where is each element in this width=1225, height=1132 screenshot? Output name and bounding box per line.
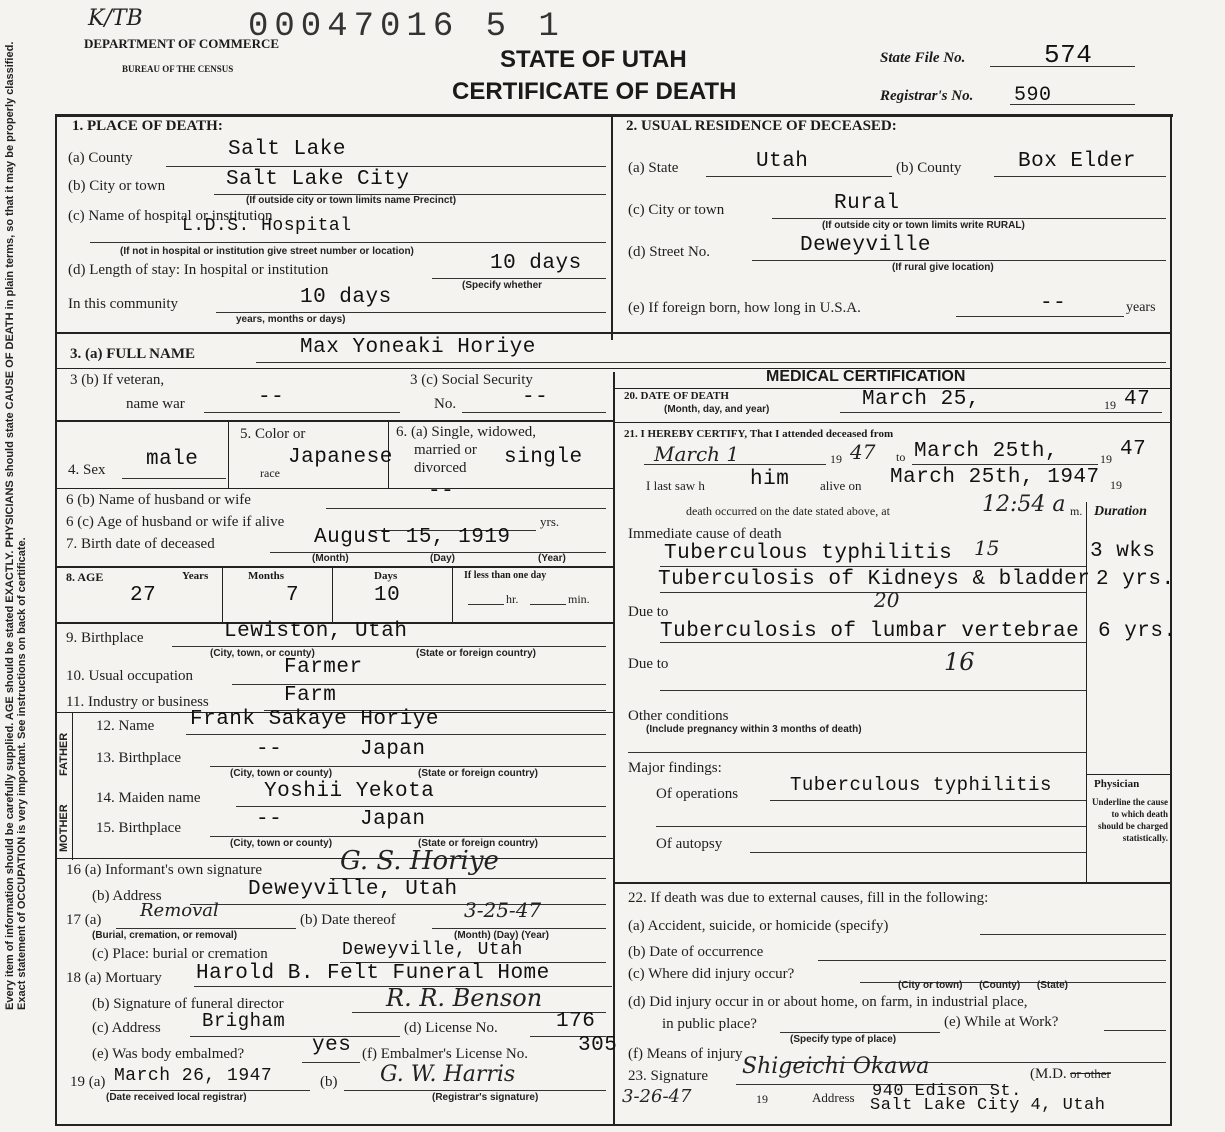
informant-address-line [190,904,606,905]
res-city-line [772,218,1166,219]
bureau-label: BUREAU OF THE CENSUS [122,64,234,74]
mort-address: Brigham [202,1010,286,1032]
father-bp-local: -- [256,738,283,761]
race-label: race [260,466,280,480]
death-time: 12:54 a [982,492,1066,517]
h-div-parents-bottom [55,858,613,859]
birthplace-label: 9. Birthplace [66,630,144,646]
mother-bp-note1: (City, town or county) [230,838,333,849]
external-b-label: (b) Date of occurrence [628,944,764,960]
due-to-label-2: Due to [628,656,669,672]
physician-date-prefix: 19 [756,1092,768,1106]
father-side-label: FATHER [58,732,70,776]
hospital-value: L.D.S. Hospital [182,216,352,236]
years-note: years, months or days) [236,314,346,325]
embalmed-line [302,1062,360,1063]
h-div-age [55,566,613,568]
last-saw-label: I last saw h [646,478,705,493]
immediate-label: Immediate cause of death [628,526,782,542]
birthplace-note2: (State or foreign country) [416,648,537,659]
physician-address-1: 940 Edison St. [872,1082,1022,1101]
res-state-label: (a) State [628,160,679,176]
full-name-value: Max Yoneaki Horiye [300,336,536,359]
embalmer-label: (f) Embalmer's License No. [362,1046,528,1062]
age-years-col: Years [182,570,209,582]
place-of-death-heading: 1. PLACE OF DEATH: [72,118,223,134]
mother-side-label: MOTHER [58,804,70,852]
full-name-label: 3. (a) FULL NAME [70,346,195,362]
maiden-label: 14. Maiden name [96,790,201,806]
last-saw-value: him [750,468,790,491]
burial-line [116,928,296,929]
v-div-sex [228,422,229,488]
cause2-code: 20 [874,588,900,612]
h-div-21 [613,422,1172,423]
director-signature: R. R. Benson [386,984,543,1012]
birth-day-label: (Day) [430,553,456,564]
from-date: March 1 [654,442,740,466]
registrar-sig-line [344,1090,606,1091]
medical-heading: MEDICAL CERTIFICATION [766,368,966,385]
res-county-value: Box Elder [1018,150,1136,173]
received-label: 19 (a) [70,1074,106,1090]
to-year: 47 [1120,438,1147,461]
registrar-sig-label: (b) [320,1074,338,1090]
cause3: Tuberculosis of lumbar vertebrae [660,620,1080,643]
physician-address-label: Address [812,1090,855,1105]
cause3-code: 16 [944,648,975,676]
ss-line [462,412,606,413]
frame-left [55,114,57,1126]
h-div-1 [55,332,1172,334]
age-months-col: Months [248,570,285,582]
autopsy-line [750,852,1086,853]
birth-year-label: (Year) [538,553,566,564]
to-year-prefix: 19 [1100,452,1112,466]
external-d-label2: in public place? [662,1016,757,1032]
res-city-label: (c) City or town [628,202,725,218]
embalmer-value: 305 [578,1034,618,1057]
v-div-age2 [332,566,333,622]
received-note: (Date received local registrar) [106,1092,247,1103]
burial-place: Deweyville, Utah [342,940,523,960]
color-label: 5. Color or [240,426,306,442]
operations-label: Of operations [656,786,739,802]
marital-value: single [504,446,583,469]
physician-date: 3-26-47 [622,1086,692,1107]
cause2-line [660,592,1086,593]
informant-sig-label: 16 (a) Informant's own signature [66,862,262,878]
community-label: In this community [68,296,178,312]
signature-label: 23. Signature [628,1068,708,1084]
burial-note: (Burial, cremation, or removal) [92,930,238,941]
res-county-line [994,176,1166,177]
physician-address-2: Salt Lake City 4, Utah [870,1096,1106,1115]
to-date: March 25th, [914,440,1059,463]
received-date: March 26, 1947 [114,1066,273,1086]
md-label: (M.D. [1030,1066,1067,1082]
cause2: Tuberculosis of Kidneys & bladder [658,568,1091,591]
age-years: 27 [130,584,157,607]
res-street-value: Deweyville [800,234,932,257]
birthplace-line [172,646,606,647]
frame-bottom [55,1124,1172,1126]
mort-address-label: (c) Address [92,1020,161,1036]
h-div-3 [55,488,613,489]
spouse-line [326,508,606,509]
father-label: 12. Name [96,718,155,734]
embalmed-value: yes [312,1034,352,1057]
veteran-line [204,412,400,413]
burial-date-label: (b) Date thereof [300,912,396,928]
hr-line [468,604,504,605]
operations-line-2 [656,826,1086,827]
father-bp-note2: (State or foreign country) [418,768,539,779]
birth-month-label: (Month) [312,553,349,564]
state-file-number: 574 [1044,40,1093,70]
res-foreign-line [956,316,1124,317]
county-value: Salt Lake [228,138,346,161]
occupation-label: 10. Usual occupation [66,668,194,684]
marital-label: 6. (a) Single, widowed, [396,424,536,440]
res-city-value: Rural [834,192,900,215]
yrs-label: yrs. [540,514,560,529]
sex-line [122,478,226,479]
cause1-line [660,566,1086,567]
informant-signature: G. S. Horiye [340,846,499,876]
external-c-label: (c) Where did injury occur? [628,966,795,982]
industry-label: 11. Industry or business [66,694,209,710]
h-div-2 [55,420,613,422]
autopsy-label: Of autopsy [656,836,723,852]
burial-place-label: (c) Place: burial or cremation [92,946,268,962]
external-e-label: (e) While at Work? [944,1014,1059,1030]
alive-label: alive on [820,478,862,493]
sex-value: male [146,448,199,471]
city-label: (b) City or town [68,178,166,194]
from-year-prefix: 19 [830,452,842,466]
birthplace-value: Lewiston, Utah [224,620,408,643]
physician-box-text: Underline the cause to which death should be charged statistically. [1092,797,1168,843]
external-d-note: (Specify type of place) [790,1034,897,1045]
birth-label: 7. Birth date of deceased [66,536,215,552]
informant-address: Deweyville, Utah [248,878,458,901]
sex-label: 4. Sex [68,462,106,478]
father-line [186,734,606,735]
burial-date: 3-25-47 [464,898,542,922]
mother-value: Yoshii Yekota [264,780,435,803]
res-street-line [752,260,1166,261]
age-label: 8. AGE [66,570,104,584]
city-note: (If outside city or town limits name Precinct) [246,195,457,206]
alive-year-prefix: 19 [1110,478,1122,492]
res-city-note: (If outside city or town limits write RURAL) [822,220,1025,231]
registrar-number: 590 [1014,84,1052,107]
res-foreign-value: -- [1040,292,1067,315]
marital-label2: married or [414,442,477,458]
frame-top [55,114,1173,117]
state-file-label: State File No. [880,50,966,66]
occupation-value: Farmer [284,656,363,679]
veteran-label: 3 (b) If veteran, [70,372,165,388]
license-label: (d) License No. [404,1020,498,1036]
mother-bp-note2: (State or foreign country) [418,838,539,849]
stay-label: (d) Length of stay: In hospital or institution [68,262,329,278]
age-days-col: Days [374,570,398,582]
res-years-label: years [1126,300,1156,315]
res-street-note: (If rural give location) [892,262,994,273]
external-heading: 22. If death was due to external causes, fill in the following: [628,890,989,906]
mort-address-line [190,1036,400,1037]
spouse-value: -- [428,480,455,503]
birthplace-note1: (City, town, or county) [210,648,315,659]
initials: K/TB [88,6,143,31]
external-d-label: (d) Did injury occur in or about home, on farm, in industrial place, [628,994,1028,1010]
due-to-2-line [660,690,1086,691]
v-div-duration [1086,502,1087,882]
to-line [912,464,1098,465]
spouse-label: 6 (b) Name of husband or wife [66,492,251,508]
res-county-label: (b) County [896,160,962,176]
mother-bp-label: 15. Birthplace [96,820,181,836]
residence-heading: 2. USUAL RESIDENCE OF DECEASED: [626,118,897,134]
from-year: 47 [850,440,876,464]
hospital-line [90,242,606,243]
mortuary-value: Harold B. Felt Funeral Home [196,962,550,985]
to-label: to [896,450,906,464]
marital-label3: divorced [414,460,467,476]
v-div-age1 [222,566,223,622]
burial-label: 17 (a) [66,912,102,928]
father-value: Frank Sakaye Horiye [190,708,439,731]
burial-value: Removal [140,900,219,921]
veteran-value: -- [258,386,285,409]
received-line [110,1090,310,1091]
ss-label2: No. [434,396,457,412]
v-div-parents [72,712,73,860]
external-d-line [780,1032,940,1033]
certificate-title: CERTIFICATE OF DEATH [452,78,737,105]
age-less-day-col: If less than one day [464,570,547,581]
specify-note: (Specify whether [462,280,543,291]
spouse-age-label: 6 (c) Age of husband or wife if alive [66,514,285,530]
h-div-physician [1086,774,1172,775]
external-a-line [980,934,1166,935]
registrar-signature: G. W. Harris [380,1062,516,1087]
stay-community-value: 10 days [300,286,392,309]
father-bp-label: 13. Birthplace [96,750,181,766]
other-note: (Include pregnancy within 3 months of death) [646,724,862,735]
burial-date-line [432,928,606,929]
race-value: Japanese [288,446,393,469]
margin-instructions: Every item of information should be carefully supplied. AGE should be stated EXACTLY. PHYSICIANS should state CAUSE OF DEATH in plain terms, so that it may be properly classified. Exact statement of OCCUPATION is very important. See instructions on back of certificate. [4,41,28,1010]
ss-label: 3 (c) Social Security [410,372,533,388]
v-div-age3 [452,566,453,622]
due-to-label-1: Due to [628,604,669,620]
operations-value: Tuberculous typhilitis [790,774,1052,796]
mother-bp-country: Japan [360,808,426,831]
maiden-line [236,806,606,807]
industry-value: Farm [284,684,337,707]
external-b-line [818,960,1166,961]
external-e-line [1104,1030,1166,1031]
county-label: (a) County [68,150,133,166]
dod-label: 20. DATE OF DEATH [624,390,729,402]
res-state-line [706,176,892,177]
min-label: min. [568,592,590,606]
community-line [216,312,606,313]
dod-year-prefix: 19 [1104,398,1116,412]
external-c-note: (City or town) (County) (State) [898,980,1068,991]
microfilm-number: 00047016 5 1 [248,8,565,46]
other-label: Other conditions [628,708,729,724]
dod-note: (Month, day, and year) [664,404,770,415]
mortuary-label: 18 (a) Mortuary [66,970,162,986]
hospital-note: (If not in hospital or institution give street number or location) [120,246,414,257]
full-name-line [256,362,1166,363]
h-div-22 [613,882,1172,884]
h-div-veteran [55,368,1172,369]
res-street-label: (d) Street No. [628,244,711,260]
father-bp-country: Japan [360,738,426,761]
dod-value: March 25, [862,388,980,411]
hospital-label: (c) Name of hospital or institution [68,208,273,224]
hr-label: hr. [506,592,519,606]
state-title: STATE OF UTAH [500,46,687,73]
dur3: 6 yrs. [1098,620,1177,643]
external-a-label: (a) Accident, suicide, or homicide (specify) [628,918,889,934]
mother-bp-line [210,836,606,837]
physician-signature: Shigeichi Okawa [742,1054,930,1079]
stay-hospital-value: 10 days [490,252,582,275]
registrar-note: (Registrar's signature) [432,1092,539,1103]
death-occurred-label: death occurred on the date stated above, at [686,504,890,518]
operations-line [770,800,1086,801]
birth-date-value: August 15, 1919 [314,526,511,549]
res-foreign-label: (e) If foreign born, how long in U.S.A. [628,300,861,316]
center-divider-lower [613,372,615,1126]
age-months: 7 [286,584,300,607]
center-divider [611,114,613,340]
embalmed-label: (e) Was body embalmed? [92,1046,245,1062]
stay-line [432,278,606,279]
md-strike: or other [1070,1066,1111,1081]
res-state-value: Utah [756,150,809,173]
informant-address-label: (b) Address [92,888,162,904]
county-line [166,166,606,167]
physician-box-title: Physician [1094,778,1140,790]
dur2: 2 yrs. [1096,568,1175,591]
father-bp-note1: (City, town or county) [230,768,333,779]
father-bp-line [210,766,606,767]
city-value: Salt Lake City [226,168,410,191]
cause1-code: 15 [974,536,1000,560]
duration-label: Duration [1094,504,1147,519]
burial-date-note: (Month) (Day) (Year) [454,930,549,941]
ss-value: -- [522,386,549,409]
cause1: Tuberculous typhilitis [664,542,953,565]
license-value: 176 [556,1010,596,1033]
age-days: 10 [374,584,401,607]
registrar-label: Registrar's No. [880,88,974,104]
section-21-label: 21. I HEREBY CERTIFY, That I attended deceased from [624,428,894,440]
dur1: 3 wks [1090,540,1156,563]
department-label: DEPARTMENT OF COMMERCE [84,36,280,51]
min-line [530,604,566,605]
external-f-label: (f) Means of injury [628,1046,743,1062]
director-label: (b) Signature of funeral director [92,996,284,1012]
dod-year: 47 [1124,388,1151,411]
m-label: m. [1070,504,1083,518]
alive-value: March 25th, 1947 [890,466,1100,489]
major-label: Major findings: [628,760,722,776]
other-line [628,752,1086,753]
veteran-label2: name war [126,396,185,412]
mother-bp-local: -- [256,808,283,831]
